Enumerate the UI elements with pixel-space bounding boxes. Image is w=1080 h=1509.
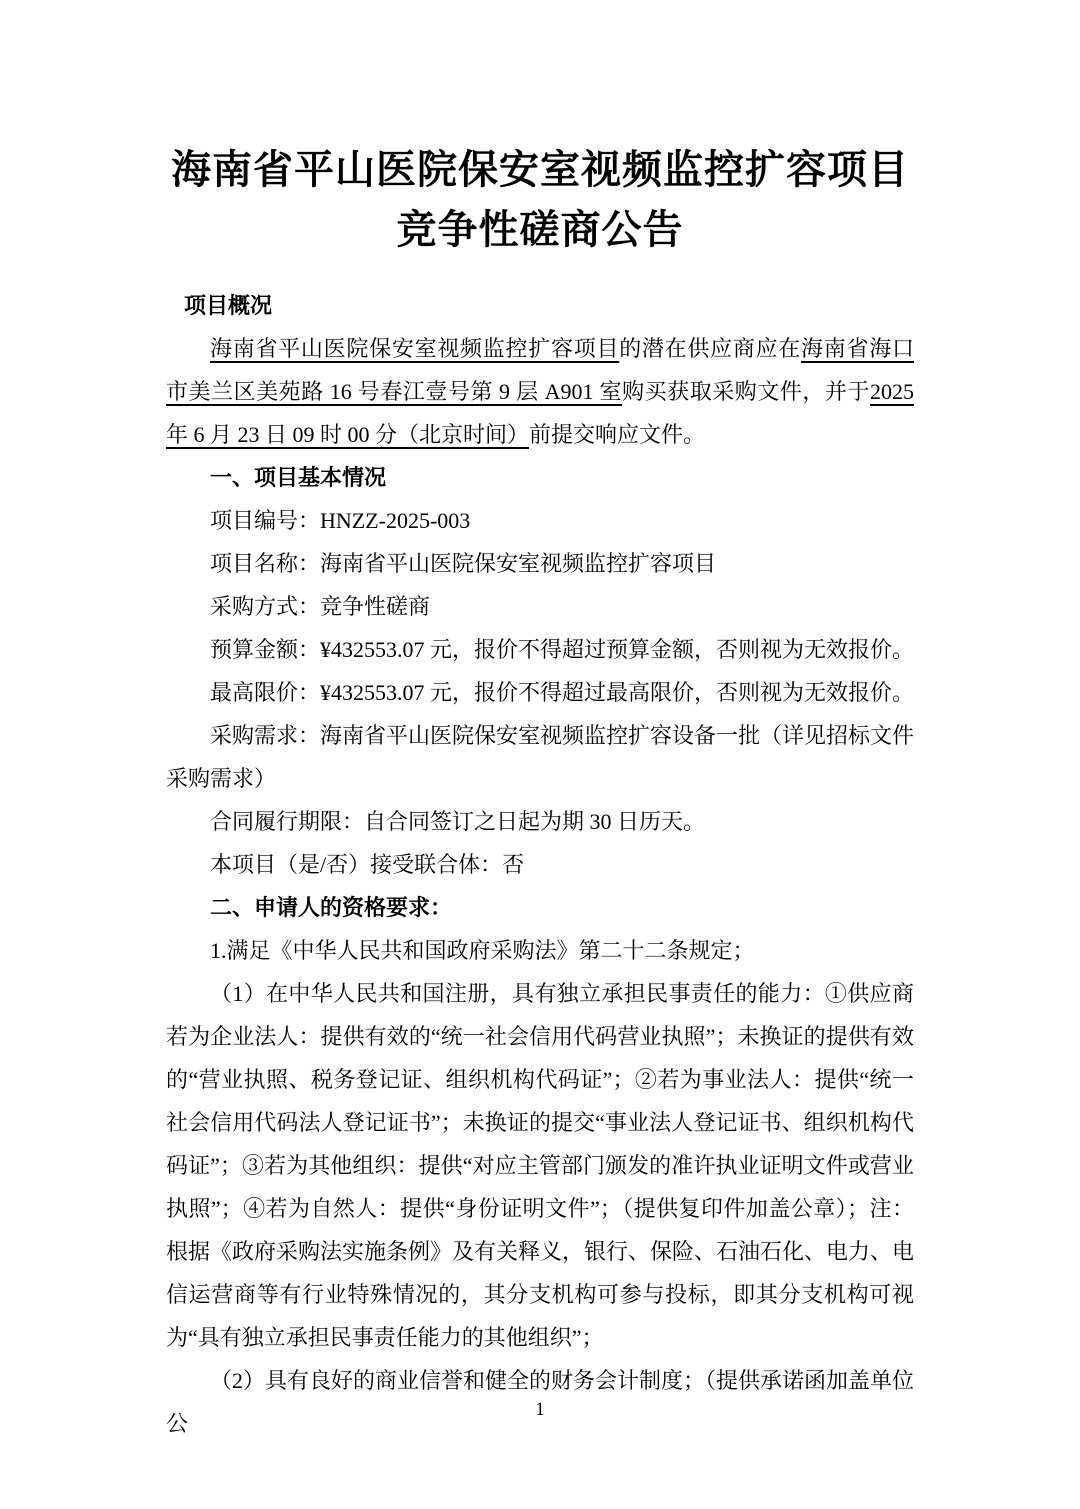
qualification-paragraph-2: （1）在中华人民共和国注册，具有独立承担民事责任的能力：①供应商若为企业法人：提供有效的“统一社会信用代码营业执照”；未换证的提供有效的“营业执照、税务登记证、组织机构代码证”；②若为事业法人：提供“统一社会信用代码法人登记证书”；未换证的提交“事业法人登记证书、组织机构代码证”；③若为其他组织：提供“对应主管部门颁发的准许执业证明文件或营业执照”；④若为自然人：提供“身份证明文件”；（提供复印件加盖公章）；注：根据《政府采购法实施条例》及有关释义，银行、保险、石油石化、电力、电信运营商等有行业特殊情况的，其分支机构可参与投标，即其分支机构可视为“具有独立承担民事责任能力的其他组织”； — [166, 981, 915, 1350]
section-qualification-heading: 二、申请人的资格要求： — [210, 895, 453, 920]
overview-purchase-address: 海南省海口市美兰区美苑路 16 号春江壹号第 9 层 A901 室 — [166, 336, 914, 404]
page-number: 1 — [535, 1399, 545, 1420]
overview-intro-paragraph — [166, 327, 914, 456]
contract-period-line: 合同履行期限：自合同签订之日起为期 30 日历天。 — [210, 809, 706, 834]
overview-project-name: 海南省平山医院保安室视频监控扩容项目 — [210, 336, 620, 361]
section-basic-heading: 一、项目基本情况 — [210, 465, 387, 490]
project-number-line: 项目编号：HNZZ-2025-003 — [210, 508, 471, 533]
qualification-paragraph-1: 1.满足《中华人民共和国政府采购法》第二十二条规定； — [210, 938, 755, 963]
project-name-line: 项目名称：海南省平山医院保安室视频监控扩容项目 — [210, 551, 717, 576]
overview-intro-text-1: 的潜在供应商应在 — [619, 336, 802, 361]
document-title-line1: 海南省平山医院保安室视频监控扩容项目 — [171, 147, 909, 192]
overview-heading: 项目概况 — [184, 293, 273, 318]
budget-amount-line: 预算金额：¥432553.07 元，报价不得超过预算金额，否则视为无效报价。 — [210, 637, 915, 662]
document-title-line2: 竞争性磋商公告 — [396, 207, 684, 252]
procurement-method-line: 采购方式：竞争性磋商 — [210, 594, 431, 619]
max-price-line: 最高限价：¥432553.07 元，报价不得超过最高限价，否则视为无效报价。 — [210, 680, 915, 705]
overview-intro-text-3: 前提交响应文件。 — [529, 422, 706, 447]
overview-submission-deadline: 2025 年 6 月 23 日 09 时 00 分（北京时间） — [166, 379, 914, 447]
procurement-demand-line: 采购需求：海南省平山医院保安室视频监控扩容设备一批（详见招标文件采购需求） — [166, 723, 915, 791]
overview-intro-text-2: 购买获取采购文件，并于 — [622, 379, 870, 404]
document-title — [166, 140, 914, 260]
qualification-paragraph-3: （2）具有良好的商业信誉和健全的财务会计制度；（提供承诺函加盖单位公 — [166, 1368, 915, 1436]
consortium-line: 本项目（是/否）接受联合体：否 — [210, 852, 525, 877]
